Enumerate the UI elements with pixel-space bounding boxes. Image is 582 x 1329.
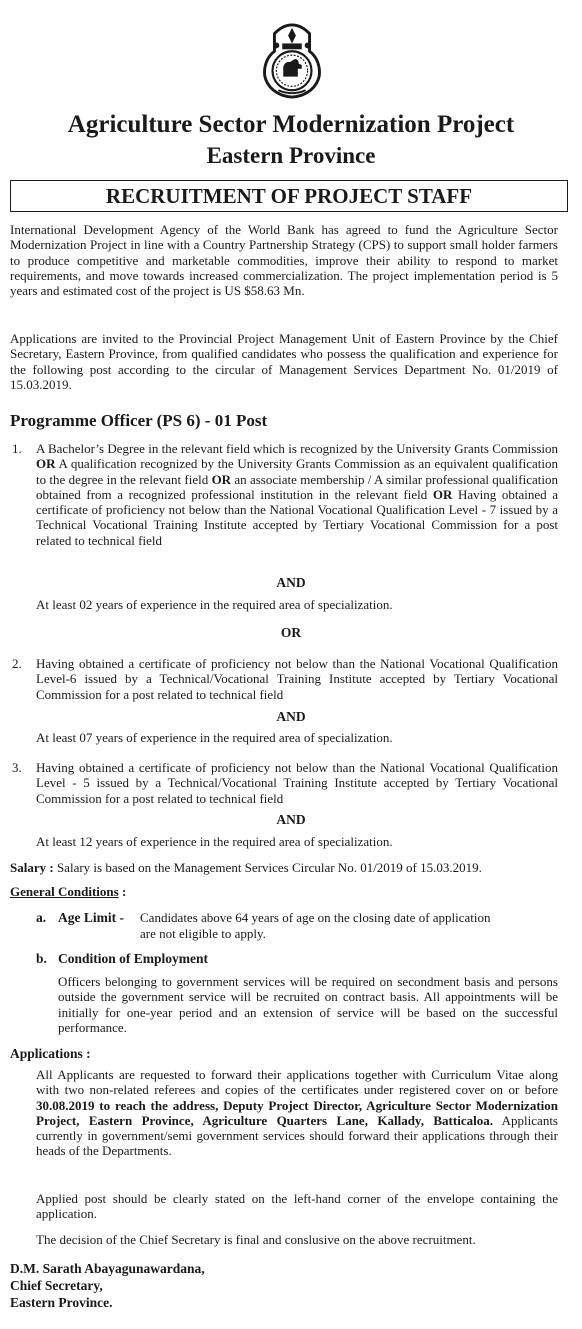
item-number-3: 3.: [12, 760, 22, 775]
sri-lanka-emblem-icon: [253, 22, 331, 100]
post-title: Programme Officer (PS 6) - 01 Post: [10, 411, 268, 430]
or-keyword: OR: [432, 486, 453, 502]
age-limit-label: Age Limit -: [58, 910, 124, 925]
salary-label: Salary :: [10, 860, 54, 875]
and-separator: AND: [276, 812, 306, 827]
condition-of-employment-label: Condition of Employment: [58, 951, 209, 966]
general-conditions-label: General Conditions: [10, 884, 119, 899]
item-1-segment-3: an associate membership / A similar professional qualification obtained from a recognized professional institution in the relevant field: [36, 471, 558, 502]
qualification-item-1: [36, 441, 558, 548]
item-1-segment-1: A Bachelor’s Degree in the relevant field which is recognized by the University Grants Commission: [36, 441, 558, 456]
or-separator: OR: [280, 625, 302, 640]
applications-address: 30.08.2019 to reach the address, Deputy Project Director, Agriculture Sector Modernization Project, Eastern Province, Agriculture Quarters Lane, Kallady, Batticaloa.: [36, 1097, 558, 1128]
experience-item-1: At least 02 years of experience in the required area of specialization.: [36, 597, 393, 612]
project-title: Agriculture Sector Modernization Project: [67, 111, 515, 138]
qualification-item-2: Having obtained a certificate of proficiency not below than the National Vocational Qualification Level-6 issued by a Technical/Vocational Training Institute accepted by Tertiary Vocational Commission for a post related to technical field: [36, 656, 558, 702]
item-number-1: 1.: [12, 441, 22, 456]
and-separator: AND: [276, 709, 306, 724]
intro-paragraph: International Development Agency of the World Bank has agreed to fund the Agriculture Sector Modernization Project in line with a Country Partnership Strategy (CPS) to support small holder farmers to produce competitive and marketable commodities, improve their ability to respond to market requirements, and move towards increased commercialization. The project implementation period is 5 years and estimated cost of the project is US $58.63 Mn.: [10, 222, 558, 299]
condition-of-employment-text: Officers belonging to government services will be required on secondment basis and persons outside the government service will be recruited on contract basis. All appointments will be initially for one-year period and an extension of service will be based on the successful performance.: [58, 974, 558, 1035]
applications-paragraph-3: The decision of the Chief Secretary is final and conslusive on the above recruitment.: [36, 1232, 476, 1247]
salary-text: Salary is based on the Management Services Circular No. 01/2019 of 15.03.2019.: [53, 860, 482, 875]
age-limit-line-1: Candidates above 64 years of age on the closing date of application: [140, 910, 491, 925]
general-conditions-colon: :: [118, 884, 127, 899]
applications-invited-paragraph: Applications are invited to the Provincial Project Management Unit of Eastern Province by the Chief Secretary, Eastern Province, from qualified candidates who possess the qualification and experience for the following post according to the circular of Management Services Department No. 01/2019 of 15.03.2019.: [10, 331, 558, 392]
condition-a-letter: a.: [36, 910, 47, 925]
experience-item-2: At least 07 years of experience in the required area of specialization.: [36, 730, 393, 745]
experience-item-3: At least 12 years of experience in the required area of specialization.: [36, 834, 393, 849]
item-1-segment-2: A qualification recognized by the University Grants Commission as an equivalent qualification to the degree in the relevant field: [36, 456, 558, 487]
recruitment-banner: RECRUITMENT OF PROJECT STAFF: [10, 180, 568, 212]
item-1-segment-4: Having obtained a certificate of proficiency not below than the National Vocational Qualification Level - 7 issued by a Technical Vocational Training Institute accepted by Tertiary Vocational Commission for a post related to technical field: [36, 486, 558, 548]
applications-p1-end: Applicants currently in government/semi government services should forward their applications through their heads of the Departments.: [36, 1112, 558, 1159]
general-conditions-heading: [10, 884, 126, 900]
applications-p1-start: All Applicants are requested to forward their applications together with Curriculum Vitae along with two non-related referees and copies of the certificates under registered cover on or before: [36, 1067, 558, 1098]
age-limit-line-2: are not eligible to apply.: [140, 926, 266, 941]
province-subtitle: Eastern Province: [206, 143, 376, 168]
or-keyword: OR: [36, 456, 56, 472]
applications-paragraph-1: [36, 1067, 558, 1159]
signatory-place: Eastern Province.: [10, 1295, 113, 1310]
salary-line: [10, 860, 482, 876]
signatory-title: Chief Secretary,: [10, 1278, 103, 1293]
applications-heading: Applications :: [10, 1046, 91, 1061]
item-number-2: 2.: [12, 656, 22, 671]
qualification-item-3: Having obtained a certificate of proficiency not below than the National Vocational Qualification Level - 5 issued by a Technical/Vocational Training Institute accepted by Tertiary Vocational Commission for a post related to technical field: [36, 760, 558, 806]
condition-b-letter: b.: [36, 951, 47, 966]
signatory-name: D.M. Sarath Abayagunawardana,: [10, 1261, 205, 1276]
applications-paragraph-2: Applied post should be clearly stated on the left-hand corner of the envelope containing the application.: [36, 1191, 558, 1222]
and-separator: AND: [276, 575, 306, 590]
or-keyword: OR: [211, 471, 232, 487]
